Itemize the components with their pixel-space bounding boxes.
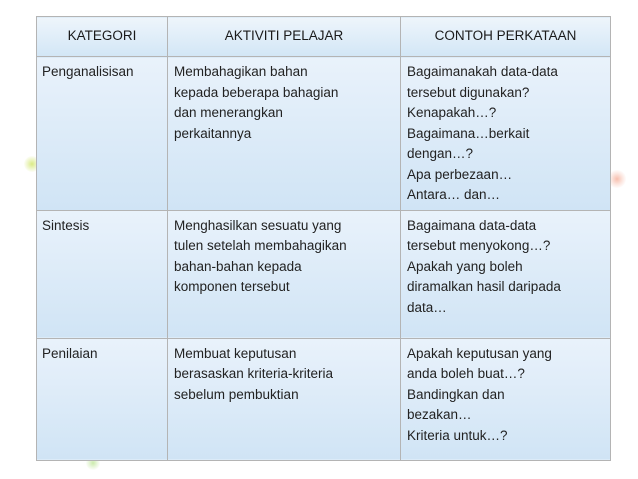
- kategori-label: Penganalisisan: [42, 64, 134, 79]
- contoh-line: diramalkan hasil daripada: [407, 279, 561, 294]
- table-header-row: [37, 17, 611, 57]
- cell-contoh: [401, 57, 611, 211]
- contoh-line: dengan…?: [407, 146, 474, 161]
- contoh-line: Apakah yang boleh: [407, 258, 523, 274]
- cell-contoh: [401, 338, 611, 460]
- aktiviti-line: Membahagikan bahan: [174, 64, 308, 79]
- contoh-line: tersebut digunakan?: [407, 84, 530, 100]
- contoh-line: anda boleh buat…?: [407, 366, 525, 381]
- cell-kategori: [37, 57, 168, 211]
- contoh-line: Antara… dan…: [407, 187, 501, 202]
- aktiviti-line: bahan-bahan kepada: [174, 258, 302, 274]
- contoh-line: Kenapakah…?: [407, 105, 497, 120]
- contoh-line: Apa perbezaan…: [407, 166, 513, 182]
- aktiviti-line: sebelum pembuktian: [174, 386, 299, 402]
- aktiviti-line: perkaitannya: [174, 125, 252, 141]
- contoh-line: Apakah keputusan yang: [407, 345, 552, 361]
- kategori-label: Penilaian: [42, 345, 98, 361]
- header-kategori: KATEGORI: [37, 17, 168, 57]
- contoh-line: Bagaimana data-data: [407, 217, 537, 233]
- contoh-line: Kriteria untuk…?: [407, 427, 508, 443]
- cell-kategori: [37, 338, 168, 460]
- table-row: [37, 57, 611, 211]
- cell-contoh: [401, 210, 611, 338]
- cell-aktiviti: [168, 338, 401, 460]
- contoh-line: bezakan…: [407, 407, 472, 422]
- contoh-line: Bandingkan dan: [407, 386, 505, 402]
- aktiviti-line: kepada beberapa bahagian: [174, 84, 339, 100]
- aktiviti-line: tulen setelah membahagikan: [174, 238, 347, 253]
- contoh-line: Bagaimana…berkait: [407, 125, 530, 141]
- cell-kategori: [37, 210, 168, 338]
- table-row: [37, 210, 611, 338]
- header-contoh-perkataan: CONTOH PERKATAAN: [401, 17, 611, 57]
- kategori-label: Sintesis: [42, 217, 90, 233]
- header-aktiviti-pelajar: AKTIVITI PELAJAR: [168, 17, 401, 57]
- aktiviti-line: Menghasilkan sesuatu yang: [174, 217, 342, 233]
- cell-aktiviti: [168, 210, 401, 338]
- category-table: [36, 16, 611, 461]
- aktiviti-line: berasaskan kriteria-kriteria: [174, 366, 334, 381]
- aktiviti-line: Membuat keputusan: [174, 345, 297, 361]
- aktiviti-line: komponen tersebut: [174, 279, 290, 294]
- cell-aktiviti: [168, 57, 401, 211]
- contoh-line: Bagaimanakah data-data: [407, 64, 558, 79]
- contoh-line: tersebut menyokong…?: [407, 238, 551, 253]
- aktiviti-line: dan menerangkan: [174, 105, 283, 120]
- table-row: [37, 338, 611, 460]
- contoh-line: data…: [407, 299, 447, 315]
